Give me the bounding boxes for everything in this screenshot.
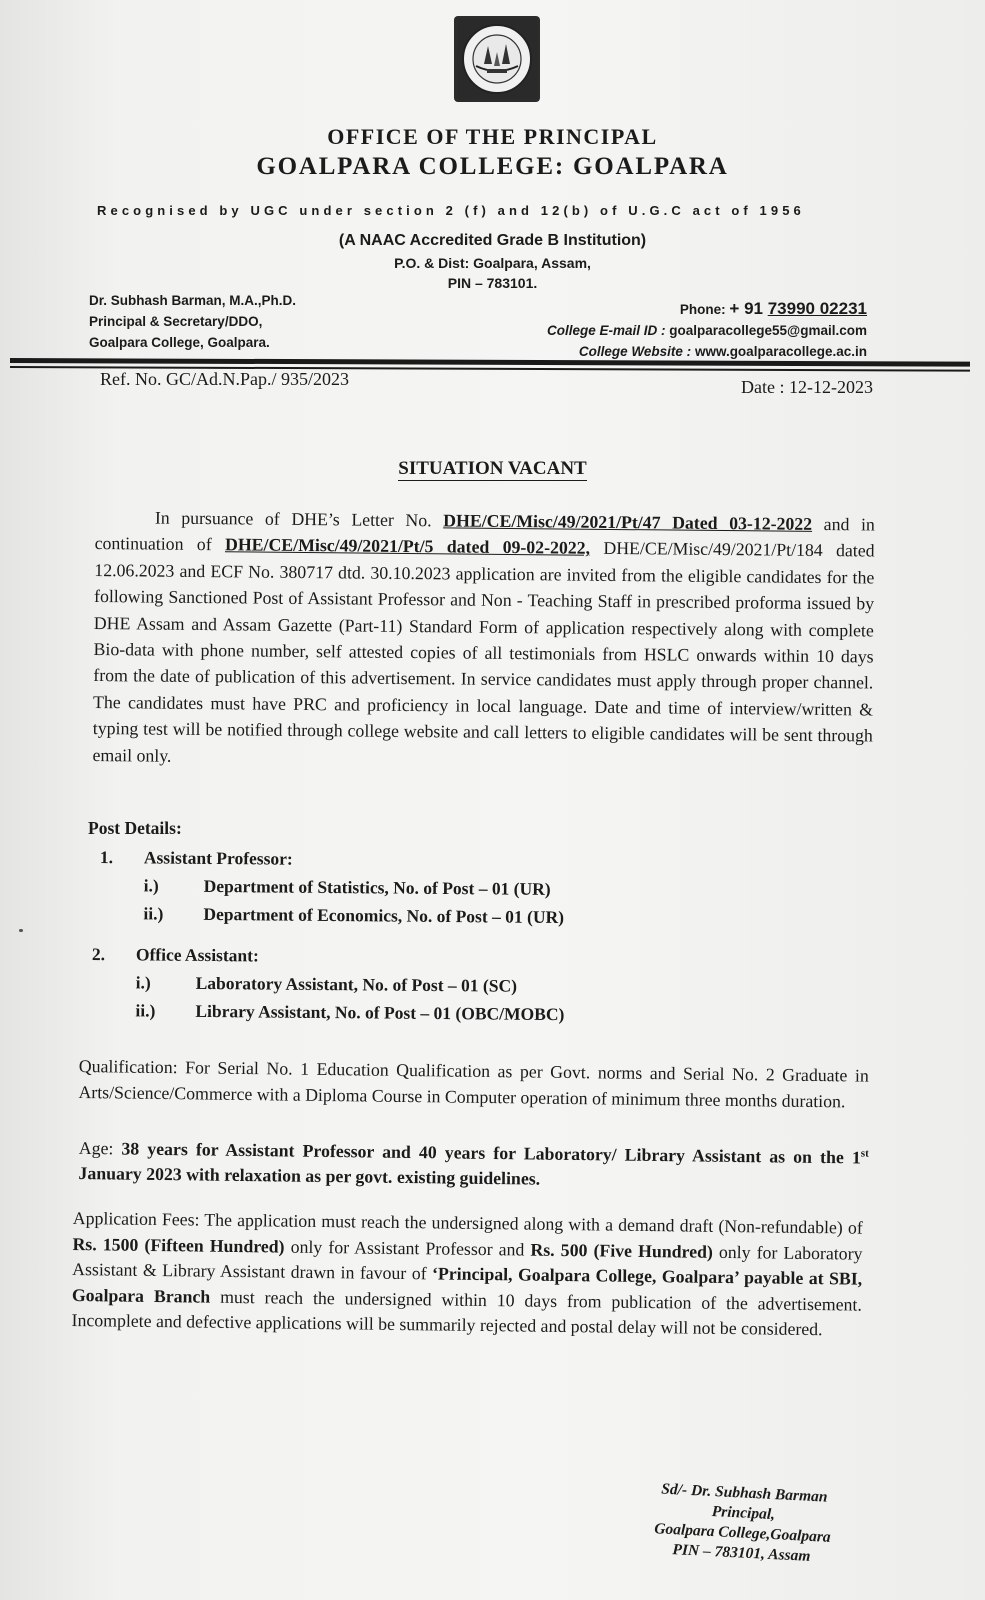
principal-info [89,290,296,353]
email-label: College E-mail ID : [546,323,666,338]
post-details-title: Post Details: [88,818,182,838]
website-label: College Website : [578,344,692,359]
age-sup: st [860,1147,869,1160]
group-number: 2. [91,944,106,965]
phone-code: + 91 [729,299,768,318]
website-line [547,341,867,362]
address-line-2: PIN – 783101. [447,275,538,291]
signature-block [626,1478,860,1569]
item-number: i.) [135,972,151,993]
item-text: Department of Statistics, No. of Post – 01 (UR) [203,875,551,899]
fees-text-4: must reach the undersigned within 10 days from publication of the advertisement. Incomplete and defective applications will be summarily rejected and postal delay will not be considered. [71,1286,862,1340]
signature-role: Principal, [711,1503,776,1524]
college-seal-logo [454,16,540,102]
age-text-b: January 2023 with relaxation as per govt. existing guidelines. [78,1163,541,1190]
phone-line [547,298,867,320]
group-label: Assistant Professor: [143,847,293,869]
item-text: Department of Economics, No. of Post – 01 (UR) [203,903,565,928]
website-value: www.goalparacollege.ac.in [691,344,867,359]
fees-paragraph [71,1206,862,1343]
intro-text-2: and in continuation of [94,513,875,555]
address-line-1: P.O. & Dist: Goalpara, Assam, [394,255,591,271]
notice-heading-text: SITUATION VACANT [398,458,587,479]
age-text-a: 38 years for Assistant Professor and 40 years for Laboratory/ Library Assistant as on the 1 [121,1138,861,1168]
fees-text [71,1206,862,1343]
letter-reference-2: DHE/CE/Misc/49/2021/Pt/5 dated 09-02-2022, [224,534,591,559]
qualification-paragraph [78,1054,869,1115]
principal-name: Dr. Subhash Barman, M.A.,Ph.D. [89,293,297,308]
post-item [91,1000,791,1034]
intro-text-1: In pursuance of DHE’s Letter No. [154,507,444,531]
post-item [99,903,799,937]
item-number: i.) [143,875,159,896]
phone-number: 73990 02231 [767,299,867,318]
principal-college: Goalpara College, Goalpara. [89,335,270,350]
intro-text-3: DHE/CE/Misc/49/2021/Pt/184 dated 12.06.2023 and ECF No. 380717 dtd. 30.10.2023 application are invited from the eligible candidates for the following Sanctioned Post of Assistant Professor and Non - Teaching Staff in prescribed proforma issued by DHE Assam and Assam Gazette (Part-11) Standard Form of application respectively along with complete Bio-data with phone number, self attested copies of all testimonials from HSLC onwards within 10 days from the date of publication of this advertisement. In service candidates must apply through proper channel. The candidates must have PRC and proficiency in local language. Date and time of interview/written & typing test will be notified through college website and call letters to eligible candidates will be sent through email only. [92,538,875,766]
fees-amount-1: Rs. 1500 (Fifteen Hundred) [72,1233,285,1257]
fees-amount-2: Rs. 500 (Five Hundred) [530,1239,714,1262]
signature-name: Sd/- Dr. Subhash Barman [660,1480,828,1506]
group-label: Office Assistant: [135,944,259,966]
notice-body [92,504,874,776]
signature-pin: PIN – 783101, Assam [672,1541,811,1565]
group-number: 1. [99,847,114,868]
age-label: Age: [78,1137,122,1159]
phone-label: Phone: [679,302,730,317]
notice-paragraph [92,504,874,776]
item-number: ii.) [143,903,164,924]
email-line [547,320,867,341]
notice-date: Date : 12-12-2023 [741,377,873,397]
letter-reference-1: DHE/CE/Misc/49/2021/Pt/47 Dated 03-12-2022 [443,510,813,534]
reference-number: Ref. No. GC/Ad.N.Pap./ 935/2023 [100,369,349,389]
item-text: Laboratory Assistant, No. of Post – 01 (SC) [195,972,518,996]
naac-line: (A NAAC Accredited Grade B Institution) [338,232,647,249]
fees-text-2: only for Assistant Professor and [284,1236,531,1260]
email-value: goalparacollege55@gmail.com [665,323,867,338]
item-number: ii.) [135,1000,156,1021]
age-text [78,1132,869,1197]
college-title: GOALPARA COLLEGE: GOALPARA [256,153,729,180]
office-title: OFFICE OF THE PRINCIPAL [327,124,658,149]
signature-college: Goalpara College,Goalpara [653,1520,832,1546]
fees-text-1: Application Fees: The application must reach the undersigned along with a demand draft (Non-refundable) of [72,1207,863,1238]
post-group-1 [99,847,800,937]
paper-mark [19,929,23,932]
notice-heading [0,458,985,480]
recognition-line: Recognised by UGC under section 2 (f) and 12(b) of U.G.C act of 1956 [97,203,805,218]
post-group-2 [91,944,792,1034]
item-text: Library Assistant, No. of Post – 01 (OBC/MOBC) [195,1000,565,1025]
fees-text-3: only for Laboratory Assistant & Library Assistant drawn in favour of [72,1241,863,1284]
fees-payee: ‘Principal, Goalpara College, Goalpara’ payable at SBI, Goalpara Branch [71,1263,863,1307]
contact-info [547,298,867,362]
principal-role: Principal & Secretary/DDO, [89,314,263,329]
qualification-text: Qualification: For Serial No. 1 Education Qualification as per Govt. norms and Serial No. 2 Graduate in Arts/Science/Commerce with a Diploma Course in Computer operation of minimum three months duration. [78,1055,869,1111]
age-paragraph [78,1132,869,1197]
